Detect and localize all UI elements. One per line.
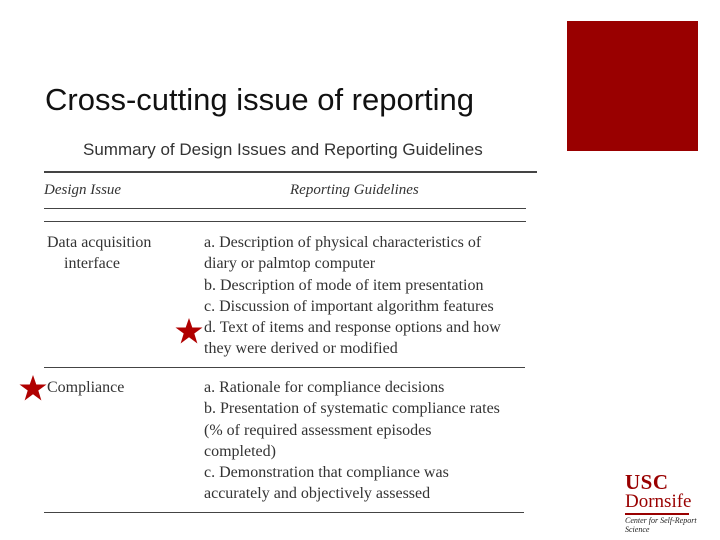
logo-divider [625,513,689,515]
table-heading: Summary of Design Issues and Reporting Guidelines [83,140,483,159]
usc-dornsife-logo [625,472,715,534]
row-divider [44,367,525,368]
guidelines-data-acquisition [204,232,534,360]
logo-usc: USC [625,470,669,494]
guideline-item: a. Rationale for compliance decisions [204,379,445,396]
issue-label-line2: interface [64,255,120,272]
guideline-item [204,232,534,275]
guideline-item [204,317,534,360]
accent-block [567,21,698,151]
header-bottom-rule [44,208,526,209]
header-bottom-rule-2 [44,221,526,222]
col-header-design-issue: Design Issue [44,182,122,198]
star-icon [175,318,203,344]
logo-dornsife: Dornsife [625,491,692,512]
guideline-text: c. Demonstration that compliance was accurately and objectively assessed [204,464,449,503]
guideline-text: a. Description of physical characteristics of diary or palmtop computer [204,234,482,273]
issue-data-acquisition [47,232,151,274]
guideline-item [204,462,534,505]
table-bottom-rule [44,512,524,513]
col-header-reporting-guidelines: Reporting Guidelines [290,182,419,198]
star-icon [19,375,47,401]
guideline-item [204,398,534,462]
issue-compliance: Compliance [47,379,125,396]
guideline-text: d. Text of items and response options and how they were derived or modified [204,319,501,358]
logo-center-name: Center for Self-Report Science [625,516,697,534]
guideline-item: c. Discussion of important algorithm features [204,297,494,315]
guideline-text: b. Presentation of systematic compliance rates (% of required assessment episodes completed) [204,400,500,460]
guideline-item: b. Description of mode of item presentation [204,276,484,294]
slide-title: Cross-cutting issue of reporting [45,82,475,117]
issue-label-line1: Data acquisition [47,234,152,251]
guidelines-compliance [204,377,534,505]
table-top-rule [44,171,537,173]
